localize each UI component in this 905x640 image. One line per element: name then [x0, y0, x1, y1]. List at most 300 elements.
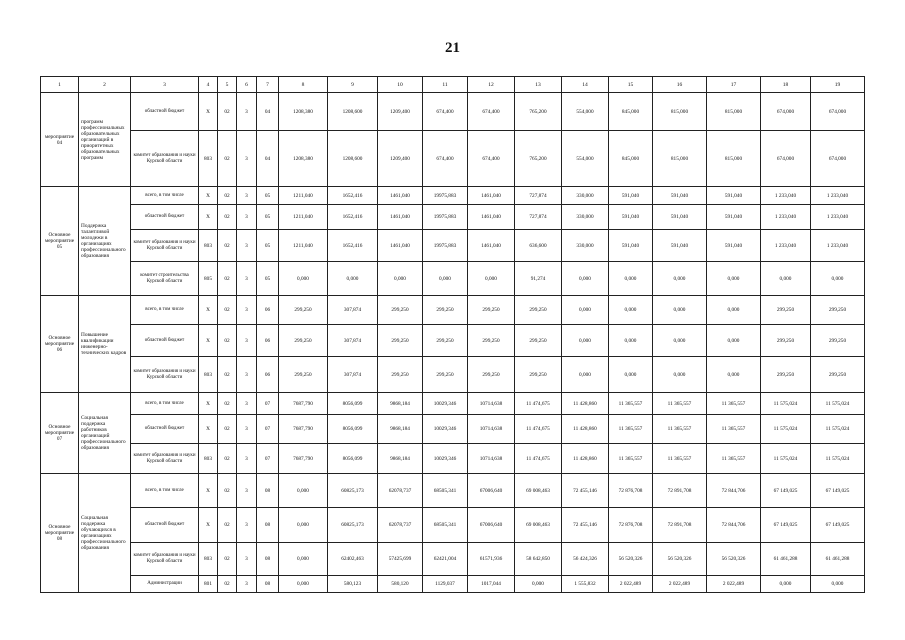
value-cell: 02 — [218, 205, 237, 230]
value-cell: 1 233,040 — [811, 230, 865, 262]
value-cell: 0,000 — [707, 357, 761, 393]
value-cell: 0,000 — [653, 262, 707, 296]
value-cell: 1461,040 — [378, 230, 423, 262]
value-cell: 1211,040 — [279, 230, 328, 262]
value-cell: 61571,936 — [468, 543, 515, 576]
header-row — [41, 77, 865, 93]
value-cell: 299,250 — [378, 296, 423, 325]
page-number: 21 — [445, 40, 460, 56]
value-cell: 591,040 — [707, 230, 761, 262]
value-cell: 62078,737 — [378, 508, 423, 543]
value-cell: 1208,380 — [279, 131, 328, 187]
value-cell: 11 474,675 — [515, 393, 562, 415]
funding-source-cell: всего, в том числе — [131, 187, 199, 205]
value-cell: 08 — [257, 508, 279, 543]
value-cell: Х — [199, 508, 218, 543]
table-row — [41, 205, 865, 230]
value-cell: 11 365,557 — [653, 444, 707, 474]
value-cell: 580,120 — [378, 576, 423, 593]
funding-source-cell: комитет образования и науки Курской области — [131, 357, 199, 393]
value-cell: 02 — [218, 508, 237, 543]
value-cell: 19975,883 — [423, 187, 468, 205]
value-cell: 10029,346 — [423, 444, 468, 474]
value-cell: 1208,600 — [328, 131, 378, 187]
value-cell: 62421,004 — [423, 543, 468, 576]
value-cell: 10029,346 — [423, 393, 468, 415]
event-name-cell: Социальная поддержка обучающихся в организациях профессионального образования — [79, 474, 131, 593]
value-cell: 11 365,557 — [707, 393, 761, 415]
table-row — [41, 93, 865, 131]
value-cell: 0,000 — [811, 262, 865, 296]
column-number-cell: 9 — [328, 77, 378, 93]
value-cell: 11 365,557 — [653, 393, 707, 415]
value-cell: 2 022,489 — [609, 576, 653, 593]
value-cell: 803 — [199, 357, 218, 393]
value-cell: 1652,416 — [328, 205, 378, 230]
value-cell: 803 — [199, 444, 218, 474]
value-cell: 801 — [199, 576, 218, 593]
value-cell: 9868,184 — [378, 415, 423, 444]
value-cell: 9868,184 — [378, 444, 423, 474]
funding-source-cell: областной бюджет — [131, 415, 199, 444]
value-cell: 0,000 — [811, 576, 865, 593]
value-cell: 1209,400 — [378, 131, 423, 187]
value-cell: 307,874 — [328, 325, 378, 357]
value-cell: 1652,416 — [328, 230, 378, 262]
value-cell: 1461,040 — [468, 205, 515, 230]
value-cell: 7687,790 — [279, 393, 328, 415]
event-name-cell: программ профессиональных образовательных организаций в приоритетных образовательных программ — [79, 93, 131, 187]
value-cell: 674,000 — [811, 93, 865, 131]
value-cell: 1208,380 — [279, 93, 328, 131]
value-cell: 07 — [257, 444, 279, 474]
value-cell: 72 891,708 — [653, 474, 707, 508]
value-cell: 62078,737 — [378, 474, 423, 508]
value-cell: Х — [199, 393, 218, 415]
value-cell: 3 — [237, 357, 257, 393]
value-cell: Х — [199, 205, 218, 230]
table-row — [41, 187, 865, 205]
column-number-cell: 14 — [562, 77, 609, 93]
value-cell: 845,000 — [609, 93, 653, 131]
value-cell: 02 — [218, 131, 237, 187]
funding-source-cell: комитет образования и науки Курской области — [131, 444, 199, 474]
value-cell: 1017,044 — [468, 576, 515, 593]
value-cell: 67 149,025 — [811, 474, 865, 508]
value-cell: 3 — [237, 296, 257, 325]
value-cell: 299,250 — [811, 357, 865, 393]
funding-source-cell: комитет образования и науки Курской области — [131, 230, 199, 262]
value-cell: 0,000 — [707, 262, 761, 296]
value-cell: 674,400 — [423, 131, 468, 187]
value-cell: 299,250 — [515, 325, 562, 357]
value-cell: 299,250 — [378, 325, 423, 357]
value-cell: 1461,040 — [378, 187, 423, 205]
value-cell: 299,250 — [279, 357, 328, 393]
value-cell: 67 149,025 — [761, 508, 811, 543]
value-cell: 330,000 — [562, 187, 609, 205]
value-cell: 72 455,146 — [562, 508, 609, 543]
value-cell: 72 844,706 — [707, 508, 761, 543]
value-cell: 10714,638 — [468, 393, 515, 415]
status-cell: Основное мероприятие 05 — [41, 187, 79, 296]
value-cell: 0,000 — [279, 474, 328, 508]
value-cell: 72 844,706 — [707, 474, 761, 508]
column-number-cell: 12 — [468, 77, 515, 93]
value-cell: 803 — [199, 230, 218, 262]
value-cell: 765,200 — [515, 131, 562, 187]
value-cell: 72 876,708 — [609, 508, 653, 543]
value-cell: 1 233,040 — [761, 205, 811, 230]
value-cell: 67 149,025 — [811, 508, 865, 543]
value-cell: 72 876,708 — [609, 474, 653, 508]
table-row — [41, 296, 865, 325]
value-cell: 299,250 — [279, 296, 328, 325]
value-cell: 1208,600 — [328, 93, 378, 131]
value-cell: 299,250 — [468, 296, 515, 325]
value-cell: 04 — [257, 131, 279, 187]
value-cell: 10029,346 — [423, 415, 468, 444]
table-row — [41, 393, 865, 415]
value-cell: 580,123 — [328, 576, 378, 593]
value-cell: 674,000 — [811, 131, 865, 187]
value-cell: 0,000 — [761, 262, 811, 296]
value-cell: 72 455,146 — [562, 474, 609, 508]
value-cell: 8056,099 — [328, 444, 378, 474]
event-name-cell: Повышение квалификации инженерно-технических кадров — [79, 296, 131, 393]
value-cell: 299,250 — [811, 296, 865, 325]
column-number-cell: 2 — [79, 77, 131, 93]
value-cell: 1209,400 — [378, 93, 423, 131]
value-cell: 1461,040 — [468, 187, 515, 205]
value-cell: 591,040 — [707, 205, 761, 230]
value-cell: 02 — [218, 576, 237, 593]
value-cell: 3 — [237, 325, 257, 357]
value-cell: 0,000 — [609, 357, 653, 393]
table-row — [41, 230, 865, 262]
value-cell: 0,000 — [468, 262, 515, 296]
table-row — [41, 131, 865, 187]
value-cell: 0,000 — [609, 262, 653, 296]
value-cell: Х — [199, 415, 218, 444]
value-cell: 3 — [237, 93, 257, 131]
value-cell: 0,000 — [328, 262, 378, 296]
value-cell: 1 233,040 — [761, 230, 811, 262]
value-cell: 58 642,850 — [515, 543, 562, 576]
value-cell: 805 — [199, 262, 218, 296]
value-cell: 68505,341 — [423, 508, 468, 543]
value-cell: 0,000 — [609, 296, 653, 325]
value-cell: 0,000 — [562, 357, 609, 393]
value-cell: 11 575,024 — [761, 415, 811, 444]
value-cell: 02 — [218, 230, 237, 262]
value-cell: 08 — [257, 474, 279, 508]
value-cell: 0,000 — [707, 325, 761, 357]
status-cell: Основное мероприятие 06 — [41, 296, 79, 393]
table-row — [41, 415, 865, 444]
value-cell: 330,000 — [562, 205, 609, 230]
value-cell: 815,000 — [707, 93, 761, 131]
event-name-cell: Социальная поддержка работников организаций профессионального образования — [79, 393, 131, 474]
value-cell: 591,040 — [609, 230, 653, 262]
value-cell: 815,000 — [653, 93, 707, 131]
value-cell: 8056,099 — [328, 393, 378, 415]
value-cell: 1129,037 — [423, 576, 468, 593]
value-cell: 56 520,326 — [653, 543, 707, 576]
value-cell: 0,000 — [423, 262, 468, 296]
value-cell: 2 022,489 — [707, 576, 761, 593]
value-cell: 3 — [237, 576, 257, 593]
value-cell: 08 — [257, 543, 279, 576]
value-cell: 04 — [257, 93, 279, 131]
value-cell: 299,250 — [423, 357, 468, 393]
value-cell: 0,000 — [562, 262, 609, 296]
value-cell: 299,250 — [423, 325, 468, 357]
value-cell: 62402,463 — [328, 543, 378, 576]
value-cell: 05 — [257, 205, 279, 230]
column-number-cell: 6 — [237, 77, 257, 93]
value-cell: 0,000 — [562, 296, 609, 325]
value-cell: 1 555,832 — [562, 576, 609, 593]
value-cell: 845,000 — [609, 131, 653, 187]
value-cell: 0,000 — [279, 576, 328, 593]
value-cell: 3 — [237, 187, 257, 205]
value-cell: 11 575,024 — [811, 415, 865, 444]
value-cell: 299,250 — [761, 325, 811, 357]
value-cell: 05 — [257, 187, 279, 205]
value-cell: 0,000 — [653, 325, 707, 357]
value-cell: Х — [199, 187, 218, 205]
funding-source-cell: областной бюджет — [131, 205, 199, 230]
value-cell: 68505,341 — [423, 474, 468, 508]
value-cell: 1211,040 — [279, 205, 328, 230]
value-cell: 02 — [218, 93, 237, 131]
value-cell: 1 233,040 — [761, 187, 811, 205]
value-cell: 815,000 — [707, 131, 761, 187]
column-number-cell: 11 — [423, 77, 468, 93]
funding-source-cell: всего, в том числе — [131, 393, 199, 415]
value-cell: 727,874 — [515, 187, 562, 205]
value-cell: 8056,099 — [328, 415, 378, 444]
funding-source-cell: областной бюджет — [131, 508, 199, 543]
value-cell: 3 — [237, 543, 257, 576]
value-cell: 3 — [237, 474, 257, 508]
value-cell: Х — [199, 474, 218, 508]
value-cell: 10714,638 — [468, 444, 515, 474]
value-cell: 636,600 — [515, 230, 562, 262]
value-cell: 803 — [199, 543, 218, 576]
value-cell: 11 365,557 — [609, 415, 653, 444]
budget-table — [40, 76, 865, 593]
value-cell: 674,000 — [761, 93, 811, 131]
value-cell: 591,040 — [653, 205, 707, 230]
value-cell: 69 008,463 — [515, 474, 562, 508]
value-cell: 591,040 — [609, 205, 653, 230]
value-cell: 67006,640 — [468, 474, 515, 508]
value-cell: 0,000 — [279, 543, 328, 576]
value-cell: 56 520,326 — [609, 543, 653, 576]
value-cell: 11 365,557 — [609, 393, 653, 415]
value-cell: 19975,883 — [423, 230, 468, 262]
status-cell: Основное мероприятие 08 — [41, 474, 79, 593]
value-cell: 02 — [218, 357, 237, 393]
column-number-cell: 1 — [41, 77, 79, 93]
value-cell: 11 365,557 — [653, 415, 707, 444]
value-cell: 02 — [218, 543, 237, 576]
value-cell: 67006,640 — [468, 508, 515, 543]
value-cell: 02 — [218, 325, 237, 357]
status-cell: мероприятие 04 — [41, 93, 79, 187]
value-cell: 1 233,040 — [811, 187, 865, 205]
value-cell: 11 575,024 — [761, 444, 811, 474]
column-number-cell: 15 — [609, 77, 653, 93]
funding-source-cell: областной бюджет — [131, 93, 199, 131]
value-cell: Х — [199, 325, 218, 357]
value-cell: 3 — [237, 230, 257, 262]
value-cell: 299,250 — [761, 296, 811, 325]
table-row — [41, 262, 865, 296]
value-cell: 0,000 — [707, 296, 761, 325]
value-cell: 02 — [218, 262, 237, 296]
value-cell: 3 — [237, 415, 257, 444]
funding-source-cell: всего, в том числе — [131, 296, 199, 325]
column-number-cell: 4 — [199, 77, 218, 93]
value-cell: 11 428,860 — [562, 444, 609, 474]
value-cell: 06 — [257, 296, 279, 325]
value-cell: 0,000 — [653, 296, 707, 325]
funding-source-cell: Администрации — [131, 576, 199, 593]
value-cell: 307,874 — [328, 357, 378, 393]
value-cell: 06 — [257, 357, 279, 393]
event-name-cell: Поддержка талантливой молодежи в организациях профессионального образования — [79, 187, 131, 296]
column-number-cell: 7 — [257, 77, 279, 93]
value-cell: 0,000 — [515, 576, 562, 593]
value-cell: 307,874 — [328, 296, 378, 325]
value-cell: 299,250 — [279, 325, 328, 357]
value-cell: 69 008,463 — [515, 508, 562, 543]
value-cell: 11 474,675 — [515, 415, 562, 444]
value-cell: 0,000 — [279, 508, 328, 543]
value-cell: 803 — [199, 131, 218, 187]
value-cell: 0,000 — [562, 325, 609, 357]
column-number-cell: 17 — [707, 77, 761, 93]
table-row — [41, 444, 865, 474]
value-cell: 56 424,326 — [562, 543, 609, 576]
value-cell: 11 365,557 — [707, 444, 761, 474]
column-number-cell: 19 — [811, 77, 865, 93]
value-cell: 299,250 — [468, 325, 515, 357]
value-cell: 19975,883 — [423, 205, 468, 230]
value-cell: 1 233,040 — [811, 205, 865, 230]
column-number-cell: 10 — [378, 77, 423, 93]
value-cell: 72 891,708 — [653, 508, 707, 543]
column-number-cell: 18 — [761, 77, 811, 93]
value-cell: 3 — [237, 131, 257, 187]
value-cell: 11 365,557 — [609, 444, 653, 474]
value-cell: 299,250 — [515, 357, 562, 393]
value-cell: 61 461,288 — [761, 543, 811, 576]
table-row — [41, 576, 865, 593]
value-cell: 299,250 — [378, 357, 423, 393]
funding-source-cell: комитет строительства Курской области — [131, 262, 199, 296]
value-cell: 815,000 — [653, 131, 707, 187]
value-cell: 591,040 — [653, 230, 707, 262]
value-cell: 1211,040 — [279, 187, 328, 205]
value-cell: 10714,638 — [468, 415, 515, 444]
value-cell: 60825,173 — [328, 508, 378, 543]
value-cell: 0,000 — [378, 262, 423, 296]
value-cell: 3 — [237, 205, 257, 230]
value-cell: 61 461,288 — [811, 543, 865, 576]
value-cell: 674,400 — [468, 93, 515, 131]
value-cell: 330,000 — [562, 230, 609, 262]
value-cell: 591,040 — [609, 187, 653, 205]
value-cell: 56 520,326 — [707, 543, 761, 576]
table-row — [41, 474, 865, 508]
value-cell: 11 575,024 — [811, 393, 865, 415]
table-row — [41, 357, 865, 393]
status-cell: Основное мероприятие 07 — [41, 393, 79, 474]
column-number-cell: 16 — [653, 77, 707, 93]
value-cell: 91,274 — [515, 262, 562, 296]
value-cell: 07 — [257, 415, 279, 444]
value-cell: 60825,173 — [328, 474, 378, 508]
funding-source-cell: комитет образования и науки Курской области — [131, 543, 199, 576]
value-cell: Х — [199, 93, 218, 131]
value-cell: 05 — [257, 262, 279, 296]
value-cell: 11 474,675 — [515, 444, 562, 474]
value-cell: 02 — [218, 296, 237, 325]
column-number-cell: 8 — [279, 77, 328, 93]
value-cell: 0,000 — [279, 262, 328, 296]
value-cell: 11 575,024 — [761, 393, 811, 415]
value-cell: 674,400 — [423, 93, 468, 131]
value-cell: 554,000 — [562, 93, 609, 131]
value-cell: 02 — [218, 393, 237, 415]
funding-source-cell: областной бюджет — [131, 325, 199, 357]
funding-source-cell: комитет образования и науки Курской области — [131, 131, 199, 187]
value-cell: 08 — [257, 576, 279, 593]
value-cell: 674,000 — [761, 131, 811, 187]
column-number-cell: 3 — [131, 77, 199, 93]
value-cell: 299,250 — [515, 296, 562, 325]
value-cell: 67 149,025 — [761, 474, 811, 508]
value-cell: 7687,790 — [279, 415, 328, 444]
value-cell: 11 575,024 — [811, 444, 865, 474]
value-cell: Х — [199, 296, 218, 325]
value-cell: 299,250 — [423, 296, 468, 325]
value-cell: 2 022,489 — [653, 576, 707, 593]
value-cell: 02 — [218, 474, 237, 508]
value-cell: 7687,790 — [279, 444, 328, 474]
value-cell: 3 — [237, 262, 257, 296]
value-cell: 674,400 — [468, 131, 515, 187]
value-cell: 1461,040 — [378, 205, 423, 230]
value-cell: 299,250 — [811, 325, 865, 357]
table-row — [41, 543, 865, 576]
column-number-cell: 5 — [218, 77, 237, 93]
value-cell: 1652,416 — [328, 187, 378, 205]
value-cell: 07 — [257, 393, 279, 415]
value-cell: 9868,184 — [378, 393, 423, 415]
value-cell: 11 428,860 — [562, 393, 609, 415]
value-cell: 57425,699 — [378, 543, 423, 576]
funding-source-cell: всего, в том числе — [131, 474, 199, 508]
value-cell: 3 — [237, 393, 257, 415]
value-cell: 0,000 — [761, 576, 811, 593]
table-row — [41, 325, 865, 357]
value-cell: 1461,040 — [468, 230, 515, 262]
